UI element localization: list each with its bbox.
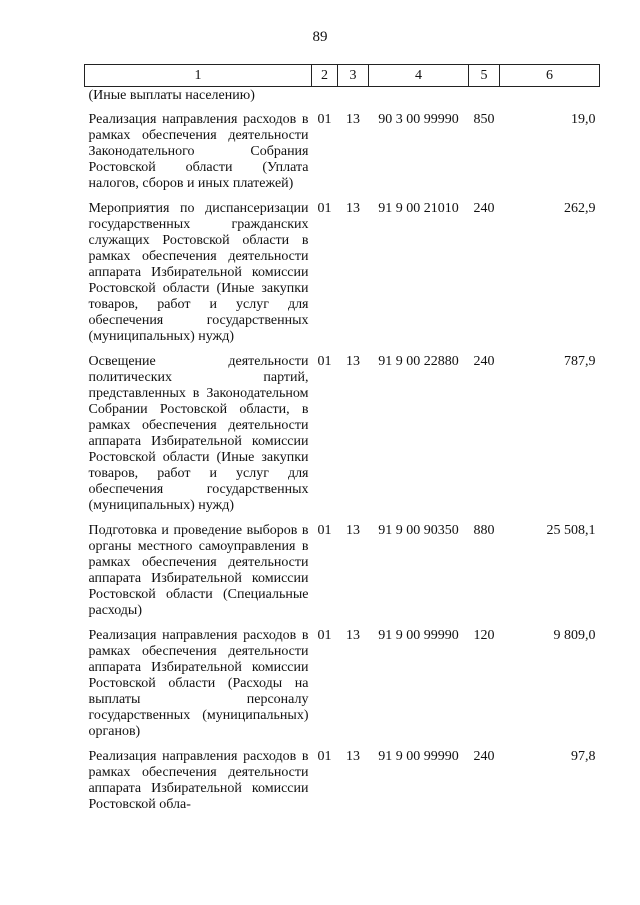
row-name: Мероприятия по диспансеризации государственных гражданских служащих Ростовской области в рамках обеспечения деятельности аппарата Избирательной комиссии Ростовской области (Иные закупки товаров, работ и услуг для обеспечения государственных (муниципальных) нужд) bbox=[88, 201, 309, 344]
row-amount: 9 809,0 bbox=[553, 628, 596, 643]
row-ministry: 01 bbox=[317, 201, 332, 216]
budget-table bbox=[84, 64, 600, 822]
row-name: Реализация направления расходов в рамках обеспечения деятельности аппарата Избирательной комиссии Ростовской области (Расходы на выплаты персоналу государственных (муниципальных) органов) bbox=[88, 628, 309, 739]
table-header bbox=[85, 65, 600, 87]
table-row bbox=[85, 749, 600, 822]
table-row bbox=[85, 628, 600, 749]
table-row bbox=[85, 112, 600, 201]
row-name: Подготовка и проведение выборов в органы местного самоуправления в рамках обеспечения деятельности аппарата Избирательной комиссии Ростовской области (Специальные расходы) bbox=[88, 523, 309, 618]
row-amount: 787,9 bbox=[564, 354, 596, 369]
row-target: 91 9 00 99990 bbox=[378, 628, 459, 643]
row-ministry: 01 bbox=[317, 523, 332, 538]
row-target: 91 9 00 22880 bbox=[378, 354, 459, 369]
row-section: 13 bbox=[346, 749, 360, 764]
row-target: 91 9 00 21010 bbox=[378, 201, 459, 216]
row-type: 240 bbox=[473, 749, 495, 764]
row-section: 13 bbox=[346, 523, 360, 538]
row-name: Освещение деятельности политических партий, представленных в Законодательном Собрании Ростовской области, в рамках обеспечения деятельности аппарата Избирательной комиссии Ростовской области (Иные закупки товаров, работ и услуг для обеспечения государственных (муниципальных) нужд) bbox=[88, 354, 309, 513]
row-ministry: 01 bbox=[317, 112, 332, 127]
row-type: 240 bbox=[473, 354, 495, 369]
column-header: 1 bbox=[85, 65, 312, 87]
row-ministry: 01 bbox=[317, 749, 332, 764]
column-header: 3 bbox=[338, 65, 369, 87]
row-type: 880 bbox=[473, 523, 495, 538]
row-amount: 19,0 bbox=[571, 112, 596, 127]
continuation-row bbox=[85, 87, 600, 113]
row-name: Реализация направления расходов в рамках обеспечения деятельности Законодательного Собрания Ростовской области (Уплата налогов, сборов и иных платежей) bbox=[88, 112, 309, 191]
row-ministry: 01 bbox=[317, 628, 332, 643]
column-header: 4 bbox=[369, 65, 469, 87]
column-header: 5 bbox=[469, 65, 500, 87]
row-section: 13 bbox=[346, 201, 360, 216]
row-section: 13 bbox=[346, 354, 360, 369]
column-header: 6 bbox=[500, 65, 600, 87]
row-type: 240 bbox=[473, 201, 495, 216]
row-target: 91 9 00 99990 bbox=[378, 749, 459, 764]
table-row bbox=[85, 523, 600, 628]
row-type: 120 bbox=[473, 628, 495, 643]
column-header: 2 bbox=[312, 65, 338, 87]
row-section: 13 bbox=[346, 112, 360, 127]
page-number: 89 bbox=[312, 29, 328, 45]
row-amount: 262,9 bbox=[564, 201, 596, 216]
row-section: 13 bbox=[346, 628, 360, 643]
row-target: 90 3 00 99990 bbox=[378, 112, 459, 127]
row-ministry: 01 bbox=[317, 354, 332, 369]
row-amount: 25 508,1 bbox=[546, 523, 596, 538]
row-name: Реализация направления расходов в рамках обеспечения деятельности аппарата Избирательной комиссии Ростовской обла- bbox=[88, 749, 309, 812]
row-amount: 97,8 bbox=[571, 749, 596, 764]
row-type: 850 bbox=[473, 112, 495, 127]
table-row bbox=[85, 354, 600, 523]
continuation-text: (Иные выплаты населению) bbox=[88, 88, 255, 103]
table-row bbox=[85, 201, 600, 354]
row-target: 91 9 00 90350 bbox=[378, 523, 459, 538]
